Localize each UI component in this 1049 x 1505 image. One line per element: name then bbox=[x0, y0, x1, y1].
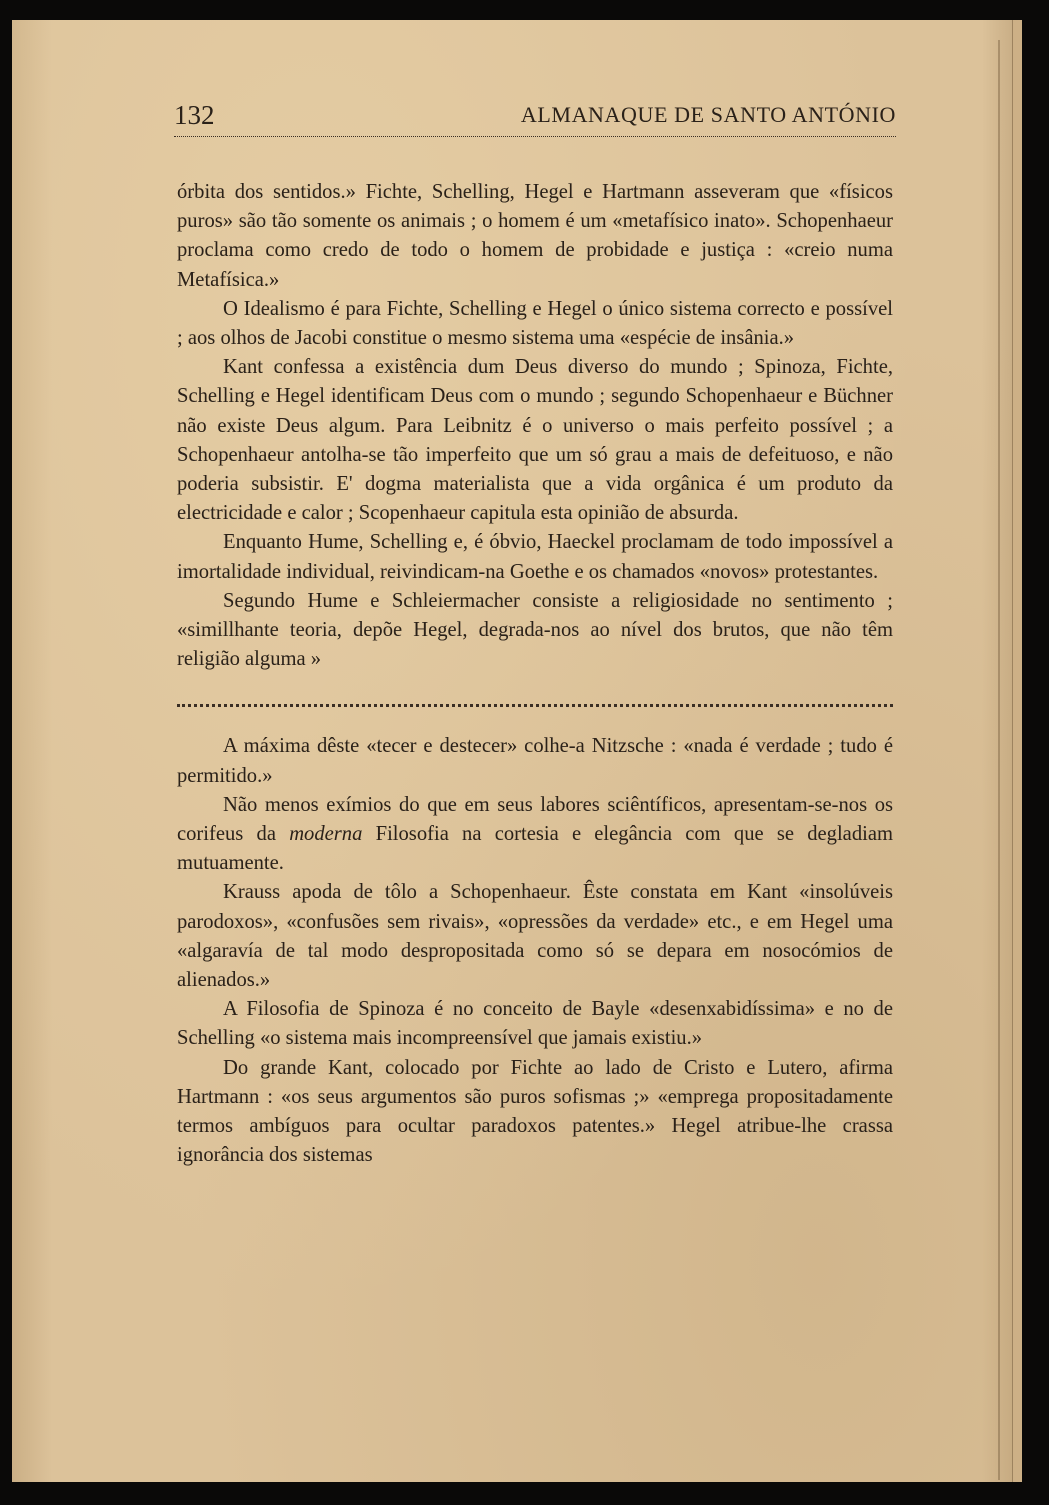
paragraph-9: A Filosofia de Spinoza é no conceito de Bayle «desenxabidíssima» e no de Schelling «o sistema mais incompreensível que jamais existiu.» bbox=[177, 998, 893, 1050]
running-header bbox=[174, 100, 896, 137]
paragraph-7-end: Filosofia na cortesia e elegância com que se degladiam mutuamente. bbox=[177, 823, 893, 875]
book-page bbox=[12, 20, 1022, 1482]
paragraph-1: órbita dos sentidos.» Fichte, Schelling, Hegel e Hartmann asseveram que «físicos puros» são tão somente os animais ; o homem é um «metafísico inato». Schopenhaeur proclama como credo de todo o homem de probidade e justiça : «creio numa Metafísica.» bbox=[177, 181, 893, 291]
paragraph-7-start: Não menos exímios do que em seus labores sciêntíficos, apresentam-se-nos os corifeus da bbox=[177, 793, 893, 846]
header-title: ALMANAQUE DE SANTO ANTÓNIO bbox=[520, 102, 896, 127]
paragraph-2: O Idealismo é para Fichte, Schelling e Hegel o único sistema correcto e possível ; aos olhos de Jacobi constitue o mesmo sistema uma «espécie de insânia.» bbox=[177, 297, 893, 350]
paragraph-8: Krauss apoda de tôlo a Schopenhaeur. Êste constata em Kant «insolúveis parodoxos», «confusões sem rivais», «opressões da verdade» etc., e em Hegel uma «algaravía de tal modo despropositada como só se depara em nosocómios de alienados.» bbox=[177, 881, 893, 992]
paragraph-7-emphasis: moderna bbox=[289, 823, 363, 846]
paragraph-6: A máxima dêste «tecer e destecer» colhe-a Nitzsche : «nada é verdade ; tudo é permitido.» bbox=[177, 735, 893, 787]
page-edge-strip bbox=[1012, 20, 1022, 1482]
paragraph-7 bbox=[177, 791, 893, 879]
paragraph-10: Do grande Kant, colocado por Fichte ao lado de Cristo e Lutero, afirma Hartmann : «os seus argumentos são puros sofismas ;» «emprega propositadamente termos ambíguos para ocultar paradoxos patentes.» Hegel atribue-lhe crassa ignorância dos sistemas bbox=[177, 1056, 893, 1167]
dotted-separator bbox=[177, 674, 893, 732]
paragraph-3: Kant confessa a existência dum Deus diverso do mundo ; Spinoza, Fichte, Schelling e Hegel identificam Deus com o mundo ; segundo Schopenhaeur e Büchner não existe Deus algum. Para Leibnitz é o universo o mais perfeito possível ; a Schopenhaeur antolha-se tão imperfeito que um só grau a mais de defeituoso, e não poderia subsistir. E' dogma materialista que a vida orgânica é um produto da electricidade e calor ; Scopenhaeur capitula esta opinião de absurda. bbox=[177, 356, 893, 525]
page-number: 132 bbox=[174, 100, 215, 130]
paragraph-5: Segundo Hume e Schleiermacher consiste a religiosidade no sentimento ; «simillhante teoria, depõe Hegel, degrada-nos ao nível dos brutos, que não têm religião alguma » bbox=[177, 589, 893, 671]
paragraph-4: Enquanto Hume, Schelling e, é óbvio, Haeckel proclamam de todo impossível a imortalidade individual, reivindicam-na Goethe e os chamados «novos» protestantes. bbox=[177, 531, 893, 583]
body-text bbox=[177, 178, 893, 1171]
page-gutter-line bbox=[998, 40, 1000, 1480]
